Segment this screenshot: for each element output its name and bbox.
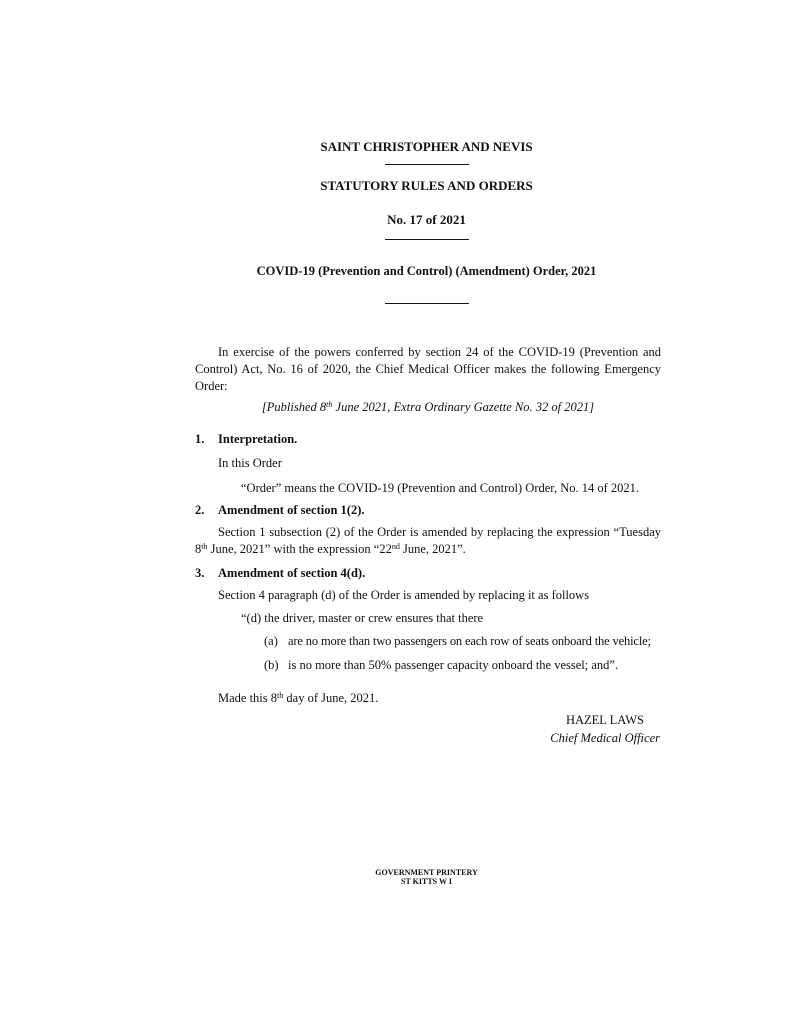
section-3-number: 3. <box>195 566 205 580</box>
order-number: No. 17 of 2021 <box>387 212 466 227</box>
section-1-definition: “Order” means the COVID-19 (Prevention and Control) Order, No. 14 of 2021. <box>241 481 640 495</box>
header-rule-3 <box>385 303 469 304</box>
section-2-text: Section 1 subsection (2) of the Order is amended by replacing the expression “Tuesday 8th June, 2021” with the expression “22nd June, 2021”. <box>195 525 661 556</box>
section-2-heading: Amendment of section 1(2). <box>218 503 365 517</box>
section-3-heading: Amendment of section 4(d). <box>218 566 366 580</box>
item-a-text: are no more than two passengers on each row of seats onboard the vehicle; <box>288 634 651 648</box>
published-note: [Published 8th June 2021, Extra Ordinary Gazette No. 32 of 2021] <box>261 400 595 414</box>
section-3-quote: “(d) the driver, master or crew ensures that there <box>241 611 484 625</box>
item-b-text: is no more than 50% passenger capacity onboard the vessel; and”. <box>288 658 619 672</box>
item-b-label: (b) <box>264 658 279 672</box>
section-3-intro: Section 4 paragraph (d) of the Order is amended by replacing it as follows <box>218 588 590 602</box>
section-1-intro: In this Order <box>218 456 282 470</box>
made-line: Made this 8th day of June, 2021. <box>218 691 379 705</box>
section-1-heading: Interpretation. <box>218 432 298 446</box>
signatory-name: HAZEL LAWS <box>565 713 644 727</box>
section-2-number: 2. <box>195 503 205 517</box>
item-a-label: (a) <box>264 634 278 648</box>
signatory-role: Chief Medical Officer <box>550 731 660 745</box>
country-heading: SAINT CHRISTOPHER AND NEVIS <box>320 139 533 154</box>
preamble: In exercise of the powers conferred by section 24 of the COVID-19 (Prevention and Control) Act, No. 16 of 2020, the Chief Medical Officer makes the following Emergency Order: <box>195 345 661 393</box>
header-rule-2 <box>385 239 469 240</box>
footer-printery: GOVERNMENT PRINTERY <box>375 868 478 877</box>
header-rule-1 <box>385 164 469 165</box>
order-title: COVID-19 (Prevention and Control) (Amendment) Order, 2021 <box>256 264 597 278</box>
section-1-number: 1. <box>195 432 205 446</box>
footer-location: ST KITTS W I <box>401 877 452 886</box>
series-heading: STATUTORY RULES AND ORDERS <box>320 178 533 193</box>
